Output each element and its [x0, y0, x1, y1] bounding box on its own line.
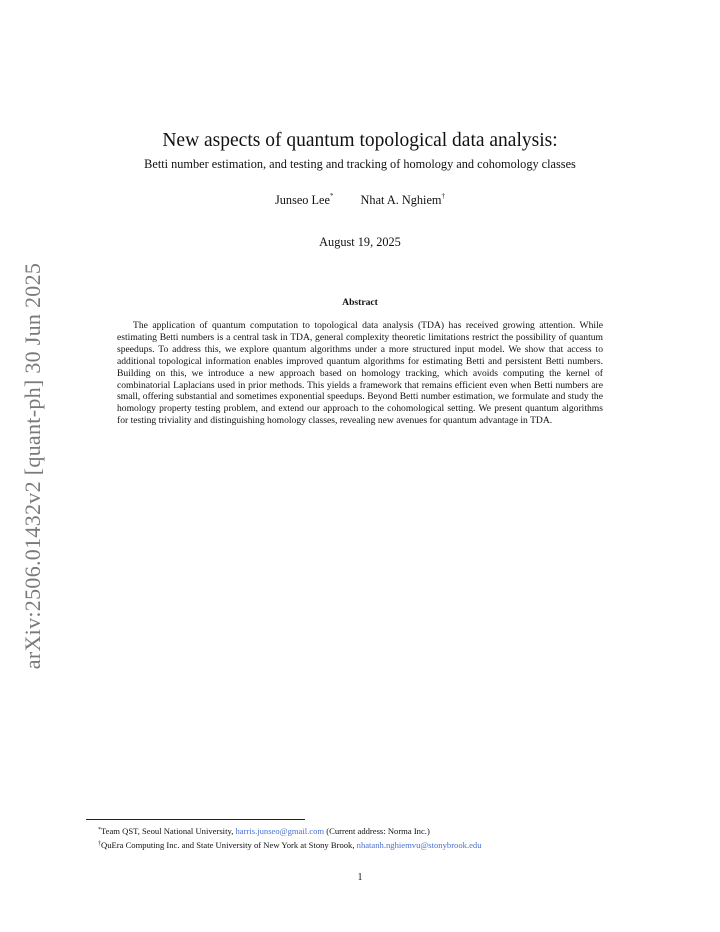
arxiv-identifier-stamp: arXiv:2506.01432v2 [quant-ph] 30 Jun 2025 — [20, 262, 45, 670]
footnotes — [98, 824, 638, 852]
page-number: 1 — [357, 872, 363, 883]
paper-title: New aspects of quantum topological data analysis: — [162, 130, 558, 151]
author-2-name: Nhat A. Nghiem — [360, 193, 442, 207]
footnote-2-affiliation: QuEra Computing Inc. and State University of New York at Stony Brook, — [101, 840, 357, 850]
footnote-1-email-link[interactable]: harris.junseo@gmail.com — [235, 826, 325, 836]
author-1 — [275, 192, 333, 208]
footnote-1-affiliation: Team QST, Seoul National University, — [101, 826, 236, 836]
paper-subtitle: Betti number estimation, and testing and tracking of homology and cohomology classes — [144, 157, 576, 171]
footnote-2 — [98, 838, 638, 852]
author-2-footnote-mark[interactable]: † — [441, 192, 445, 200]
footnote-2-mark: † — [98, 841, 101, 847]
footnote-1 — [98, 824, 638, 838]
author-1-name: Junseo Lee — [274, 193, 330, 207]
footnote-divider — [86, 819, 305, 820]
abstract-body: The application of quantum computation to topological data analysis (TDA) has received growing attention. While estimating Betti numbers is a central task in TDA, general complexity theoretic limitations restrict the possibility of quantum speedups. To address this, we explore quantum algorithms under a more structured input model. We show that access to additional topological information enables improved quantum algorithms for estimating Betti and persistent Betti numbers. Building on this, we introduce a new approach based on homology tracking, which avoids computing the kernel of combinatorial Laplacians used in prior methods. This yields a framework that remains efficient even when Betti numbers are small, offering substantial and sometimes exponential speedups. Beyond Betti number estimation, we formulate and study the homology property testing problem, and extend our approach to the cohomological setting. We present quantum algorithms for testing triviality and distinguishing homology classes, revealing new avenues for quantum advantage in TDA. — [117, 320, 603, 427]
abstract-heading: Abstract — [342, 297, 378, 308]
author-2 — [361, 192, 445, 208]
footnote-2-email-link[interactable]: nhatanh.nghiemvu@stonybrook.edu — [356, 840, 482, 850]
author-1-footnote-mark[interactable]: * — [329, 192, 334, 200]
author-list — [0, 192, 720, 208]
paper-date: August 19, 2025 — [319, 235, 401, 249]
footnote-1-note: (Current address: Norma Inc.) — [324, 826, 430, 836]
footnote-1-mark: * — [98, 827, 101, 833]
